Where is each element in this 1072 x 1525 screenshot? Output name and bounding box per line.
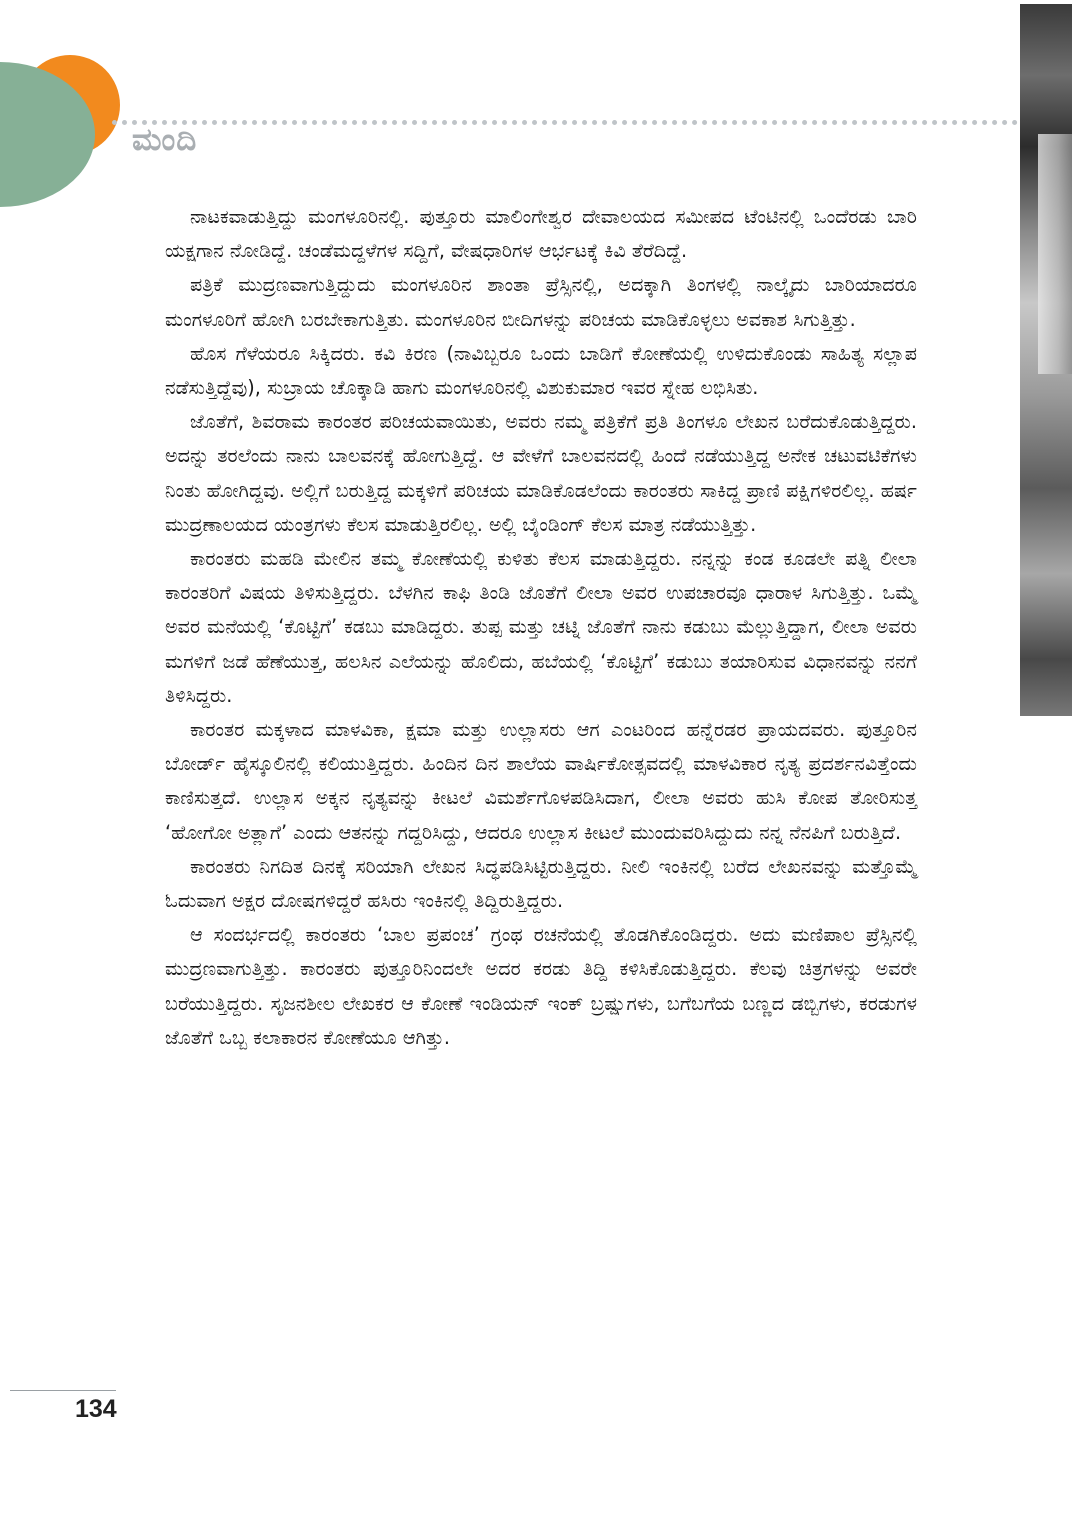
paragraph: ಆ ಸಂದರ್ಭದಲ್ಲಿ ಕಾರಂತರು ‘ಬಾಲ ಪ್ರಪಂಚ’ ಗ್ರಂಥ ರಚನೆಯಲ್ಲಿ ತೊಡಗಿಕೊಂಡಿದ್ದರು. ಅದು ಮಣಿಪಾಲ ಪ್ರೆಸ್ಸಿನಲ್ಲಿ ಮುದ್ರಣವಾಗುತ್ತಿತ್ತು. ಕಾರಂತರು ಪುತ್ತೂರಿನಿಂದಲೇ ಅದರ ಕರಡು ತಿದ್ದಿ ಕಳಿಸಿಕೊಡುತ್ತಿದ್ದರು. ಕೆಲವು ಚಿತ್ರಗಳನ್ನು ಅವರೇ ಬರೆಯುತ್ತಿದ್ದರು. ಸೃಜನಶೀಲ ಲೇಖಕರ ಆ ಕೋಣೆ ಇಂಡಿಯನ್ ಇಂಕ್ ಬ್ರಷ್ಷುಗಳು, ಬಗೆಬಗೆಯ ಬಣ್ಣದ ಡಬ್ಬಿಗಳು, ಕರಡುಗಳ ಜೊತೆಗೆ ಒಬ್ಬ ಕಲಾಕಾರನ ಕೋಣೆಯೂ ಆಗಿತ್ತು. (165, 923, 917, 1049)
paragraph: ಪತ್ರಿಕೆ ಮುದ್ರಣವಾಗುತ್ತಿದ್ದುದು ಮಂಗಳೂರಿನ ಶಾಂತಾ ಪ್ರೆಸ್ಸಿನಲ್ಲಿ, ಅದಕ್ಕಾಗಿ ತಿಂಗಳಲ್ಲಿ ನಾಲ್ಕೈದು ಬಾರಿಯಾದರೂ ಮಂಗಳೂರಿಗೆ ಹೋಗಿ ಬರಬೇಕಾಗುತ್ತಿತು. ಮಂಗಳೂರಿನ ಬೀದಿಗಳನ್ನು ಪರಿಚಯ ಮಾಡಿಕೊಳ್ಳಲು ಅವಕಾಶ ಸಿಗುತ್ತಿತ್ತು. (165, 273, 917, 331)
section-title: ಮಂದಿ (132, 122, 198, 158)
page-number: 134 (75, 1395, 117, 1423)
footer-rule (10, 1390, 116, 1391)
body-text (165, 200, 917, 1055)
paragraph: ಕಾರಂತರು ನಿಗದಿತ ದಿನಕ್ಕೆ ಸರಿಯಾಗಿ ಲೇಖನ ಸಿದ್ಧಪಡಿಸಿಟ್ಟಿರುತ್ತಿದ್ದರು. ನೀಲಿ ಇಂಕಿನಲ್ಲಿ ಬರೆದ ಲೇಖನವನ್ನು ಮತ್ತೊಮ್ಮೆ ಓದುವಾಗ ಅಕ್ಷರ ದೋಷಗಳಿದ್ದರೆ ಹಸಿರು ಇಂಕಿನಲ್ಲಿ ತಿದ್ದಿರುತ್ತಿದ್ದರು. (165, 854, 917, 913)
paragraph: ಕಾರಂತರ ಮಕ್ಕಳಾದ ಮಾಳವಿಕಾ, ಕ್ಷಮಾ ಮತ್ತು ಉಲ್ಲಾಸರು ಆಗ ಎಂಟರಿಂದ ಹನ್ನೆರಡರ ಪ್ರಾಯದವರು. ಪುತ್ತೂರಿನ ಬೋರ್ಡ್ ಹೈಸ್ಕೂಲಿನಲ್ಲಿ ಕಲಿಯುತ್ತಿದ್ದರು. ಹಿಂದಿನ ದಿನ ಶಾಲೆಯ ವಾರ್ಷಿಕೋತ್ಸವದಲ್ಲಿ ಮಾಳವಿಕಾರ ನೃತ್ಯ ಪ್ರದರ್ಶನವಿತ್ತೆಂದು ಕಾಣಿಸುತ್ತದೆ. ಉಲ್ಲಾಸ ಅಕ್ಕನ ನೃತ್ಯವನ್ನು ಕೀಟಲೆ ವಿಮರ್ಶೆಗೊಳಪಡಿಸಿದಾಗ, ಲೀಲಾ ಅವರು ಹುಸಿ ಕೋಪ ತೋರಿಸುತ್ತ ‘ಹೋಗೋ ಅತ್ಲಾಗೆ’ ಎಂದು ಆತನನ್ನು ಗದ್ದರಿಸಿದ್ದು, ಆದರೂ ಉಲ್ಲಾಸ ಕೀಟಲೆ ಮುಂದುವರಿಸಿದ್ದುದು ನನ್ನ ನೆನಪಿಗೆ ಬರುತ್ತಿದೆ. (165, 718, 917, 844)
side-photo-highlight (1038, 134, 1072, 374)
paragraph: ಕಾರಂತರು ಮಹಡಿ ಮೇಲಿನ ತಮ್ಮ ಕೋಣೆಯಲ್ಲಿ ಕುಳಿತು ಕೆಲಸ ಮಾಡುತ್ತಿದ್ದರು. ನನ್ನನ್ನು ಕಂಡ ಕೂಡಲೇ ಪತ್ನಿ ಲೀಲಾ ಕಾರಂತರಿಗೆ ವಿಷಯ ತಿಳಿಸುತ್ತಿದ್ದರು. ಬೆಳಗಿನ ಕಾಫಿ ತಿಂಡಿ ಜೊತೆಗೆ ಲೀಲಾ ಅವರ ಉಪಚಾರವೂ ಧಾರಾಳ ಸಿಗುತ್ತಿತ್ತು. ಒಮ್ಮೆ ಅವರ ಮನೆಯಲ್ಲಿ ‘ಕೊಟ್ಟಿಗೆ’ ಕಡಬು ಮಾಡಿದ್ದರು. ತುಪ್ಪ ಮತ್ತು ಚಟ್ನಿ ಜೊತೆಗೆ ನಾನು ಕಡುಬು ಮೆಲ್ಲುತ್ತಿದ್ದಾಗ, ಲೀಲಾ ಅವರು ಮಗಳಿಗೆ ಜಡೆ ಹೆಣೆಯುತ್ತ, ಹಲಸಿನ ಎಲೆಯನ್ನು ಹೊಲಿದು, ಹಬೆಯಲ್ಲಿ ‘ಕೊಟ್ಟಿಗೆ’ ಕಡುಬು ತಯಾರಿಸುವ ವಿಧಾನವನ್ನು ನನಗೆ ತಿಳಿಸಿದ್ದರು. (165, 547, 917, 707)
dotted-header-rule (112, 120, 1018, 125)
side-photo-strip (1020, 4, 1072, 716)
paragraph: ಜೊತೆಗೆ, ಶಿವರಾಮ ಕಾರಂತರ ಪರಿಚಯವಾಯಿತು, ಅವರು ನಮ್ಮ ಪತ್ರಿಕೆಗೆ ಪ್ರತಿ ತಿಂಗಳೂ ಲೇಖನ ಬರೆದುಕೊಡುತ್ತಿದ್ದರು. ಅದನ್ನು ತರಲೆಂದು ನಾನು ಬಾಲವನಕ್ಕೆ ಹೋಗುತ್ತಿದ್ದೆ. ಆ ವೇಳೆಗೆ ಬಾಲವನದಲ್ಲಿ ಹಿಂದೆ ನಡೆಯುತ್ತಿದ್ದ ಅನೇಕ ಚಟುವಟಿಕೆಗಳು ನಿಂತು ಹೋಗಿದ್ದವು. ಅಲ್ಲಿಗೆ ಬರುತ್ತಿದ್ದ ಮಕ್ಕಳಿಗೆ ಪರಿಚಯ ಮಾಡಿಕೊಡಲೆಂದು ಕಾರಂತರು ಸಾಕಿದ್ದ ಪ್ರಾಣಿ ಪಕ್ಷಿಗಳಿರಲಿಲ್ಲ. ಹರ್ಷ ಮುದ್ರಣಾಲಯದ ಯಂತ್ರಗಳು ಕೆಲಸ ಮಾಡುತ್ತಿರಲಿಲ್ಲ. ಅಲ್ಲಿ ಬೈಂಡಿಂಗ್ ಕೆಲಸ ಮಾತ್ರ ನಡೆಯುತ್ತಿತ್ತು. (165, 410, 917, 536)
paragraph: ಹೊಸ ಗೆಳೆಯರೂ ಸಿಕ್ಕಿದರು. ಕವಿ ಕಿರಣ (ನಾವಿಬ್ಬರೂ ಒಂದು ಬಾಡಿಗೆ ಕೋಣೆಯಲ್ಲಿ ಉಳಿದುಕೊಂಡು ಸಾಹಿತ್ಯ ಸಲ್ಲಾಪ ನಡೆಸುತ್ತಿದ್ದೆವು), ಸುಬ್ರಾಯ ಚೊಕ್ಕಾಡಿ ಹಾಗು ಮಂಗಳೂರಿನಲ್ಲಿ ವಿಶುಕುಮಾರ ಇವರ ಸ್ನೇಹ ಲಭಿಸಿತು. (165, 341, 917, 400)
paragraph: ನಾಟಕವಾಡುತ್ತಿದ್ದು ಮಂಗಳೂರಿನಲ್ಲಿ. ಪುತ್ತೂರು ಮಾಲಿಂಗೇಶ್ವರ ದೇವಾಲಯದ ಸಮೀಪದ ಟೆಂಟಿನಲ್ಲಿ ಒಂದೆರಡು ಬಾರಿ ಯಕ್ಷಗಾನ ನೋಡಿದ್ದೆ. ಚಂಡೆಮದ್ದಳೆಗಳ ಸದ್ದಿಗೆ, ವೇಷಧಾರಿಗಳ ಆರ್ಭಟಕ್ಕೆ ಕಿವಿ ತೆರೆದಿದ್ದೆ. (165, 205, 917, 263)
